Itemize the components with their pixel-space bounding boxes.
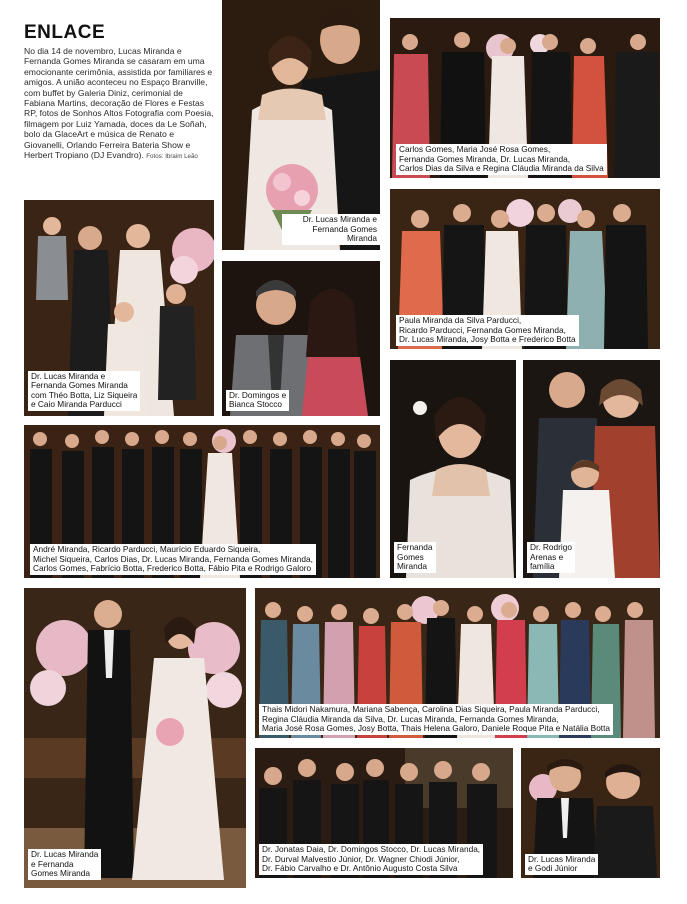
- caption-couple-full: [28, 849, 101, 880]
- caption-line: André Miranda, Ricardo Parducci, Maurício Eduardo Siqueira,: [33, 544, 261, 555]
- caption-line: Miranda: [397, 561, 427, 572]
- caption-line: Fernanda Gomes Miranda, Dr. Lucas Miranda,: [399, 153, 571, 164]
- caption-line: Dr. Lucas Miranda e: [302, 214, 377, 225]
- caption-godi: [525, 854, 598, 875]
- photo-couple-full: [24, 588, 246, 888]
- caption-ladies: [259, 704, 613, 735]
- caption-rodrigo: [527, 542, 575, 573]
- caption-line: Dr. Lucas Miranda e: [31, 370, 106, 381]
- intro-paragraph: [24, 46, 216, 162]
- section-title: ENLACE: [24, 22, 106, 43]
- photo-rodrigo: [523, 360, 660, 578]
- caption-line: Fernanda: [397, 542, 433, 553]
- caption-group-gomes: [396, 144, 607, 175]
- caption-line: Regina Cláudia Miranda da Silva, Dr. Lucas Miranda, Fernanda Gomes Miranda,: [262, 713, 559, 724]
- photo-couple-main: [222, 0, 380, 250]
- caption-line: e Godi Júnior: [528, 863, 578, 874]
- caption-line: Ricardo Parducci, Fernanda Gomes Miranda,: [399, 324, 566, 335]
- photo-bride-portrait: [390, 360, 516, 578]
- caption-couple-main: [282, 214, 380, 245]
- caption-line: Dr. Durval Malvestio Júnior, Dr. Wagner Chiodi Júnior,: [262, 853, 460, 864]
- photo-kids: [24, 200, 214, 416]
- caption-line: Carlos Dias da Silva e Regina Cláudia Miranda da Silva: [399, 163, 604, 174]
- photo-godi: [521, 748, 660, 878]
- caption-line: Maria José Rosa Gomes, Josy Botta, Thais Helena Galoro, Daniele Roque Pita e Natália Botta: [262, 723, 611, 734]
- photo-doctors: [255, 748, 513, 878]
- caption-bride-portrait: [394, 542, 436, 573]
- caption-line: Fernanda Gomes Miranda: [31, 380, 128, 391]
- caption-line: Bianca Stocco: [229, 399, 283, 410]
- caption-parducci: [396, 315, 579, 346]
- caption-line: com Théo Botta, Liz Siqueira: [31, 389, 138, 400]
- photo-groomsmen: [24, 425, 380, 578]
- caption-line: Gomes Miranda: [31, 868, 91, 879]
- caption-line: Michel Siqueira, Carlos Dias, Dr. Lucas Miranda, Fernanda Gomes Miranda,: [33, 553, 313, 564]
- caption-line: Gomes: [397, 551, 424, 562]
- caption-line: família: [530, 561, 555, 572]
- photo-credit: Fotos: Ibraim Leão: [146, 153, 198, 161]
- intro-text: No dia 14 de novembro, Lucas Miranda e Fernanda Gomes Miranda se casaram em uma emocionante cerimônia, assistida por familiares e amigos. A união aconteceu no Espaço Branville, com buffet by Galeria Diniz, cerimonial de Fabiana Martins, decoração de Flores e Festas RP, fotos de Sonhos Altos Fotografia com Poesia, filmagem por Luiz Yamada, doces da Le Soñah, bolo da GlaceArt e música de Renato e Giovanelli, Orlando Ferreira Bateria Show e Herbert Tropiano (DJ Evandro).: [24, 46, 214, 161]
- caption-line: Dr. Lucas Miranda: [528, 853, 596, 864]
- photo-couple-full-image: [24, 588, 246, 888]
- caption-line: e Fernanda: [31, 858, 74, 869]
- caption-line: Dr. Lucas Miranda: [31, 849, 99, 860]
- caption-line: e Caio Miranda Parducci: [31, 399, 122, 410]
- photo-parducci: [390, 189, 660, 349]
- caption-line: Carlos Gomes, Fabrício Botta, Frederico Botta, Fábio Pita e Rodrigo Galoro: [33, 563, 312, 574]
- photo-domingos: [222, 261, 380, 416]
- caption-line: Thais Midori Nakamura, Mariana Sabença, Carolina Dias Siqueira, Paula Miranda Parducci,: [262, 704, 600, 715]
- caption-line: Arenas e: [530, 551, 564, 562]
- photo-group-gomes: [390, 18, 660, 178]
- photo-ladies: [255, 588, 660, 738]
- caption-line: Dr. Jonatas Daia, Dr. Domingos Stocco, Dr. Lucas Miranda,: [262, 844, 481, 855]
- caption-line: Fernanda Gomes Miranda: [312, 223, 377, 244]
- caption-line: Dr. Rodrigo: [530, 542, 572, 553]
- caption-doctors: [259, 844, 483, 875]
- caption-line: Paula Miranda da Silva Parducci,: [399, 315, 522, 326]
- article-intro: [24, 22, 216, 162]
- caption-line: Dr. Domingos e: [229, 389, 287, 400]
- caption-groomsmen: [30, 544, 316, 575]
- caption-line: Dr. Fábio Carvalho e Dr. Antônio Augusto Costa Silva: [262, 863, 458, 874]
- caption-kids: [28, 371, 140, 411]
- photo-couple-main-image: [222, 0, 380, 250]
- caption-domingos: [226, 390, 289, 411]
- caption-line: Carlos Gomes, Maria José Rosa Gomes,: [399, 144, 551, 155]
- caption-line: Dr. Lucas Miranda, Josy Botta e Frederico Botta: [399, 334, 576, 345]
